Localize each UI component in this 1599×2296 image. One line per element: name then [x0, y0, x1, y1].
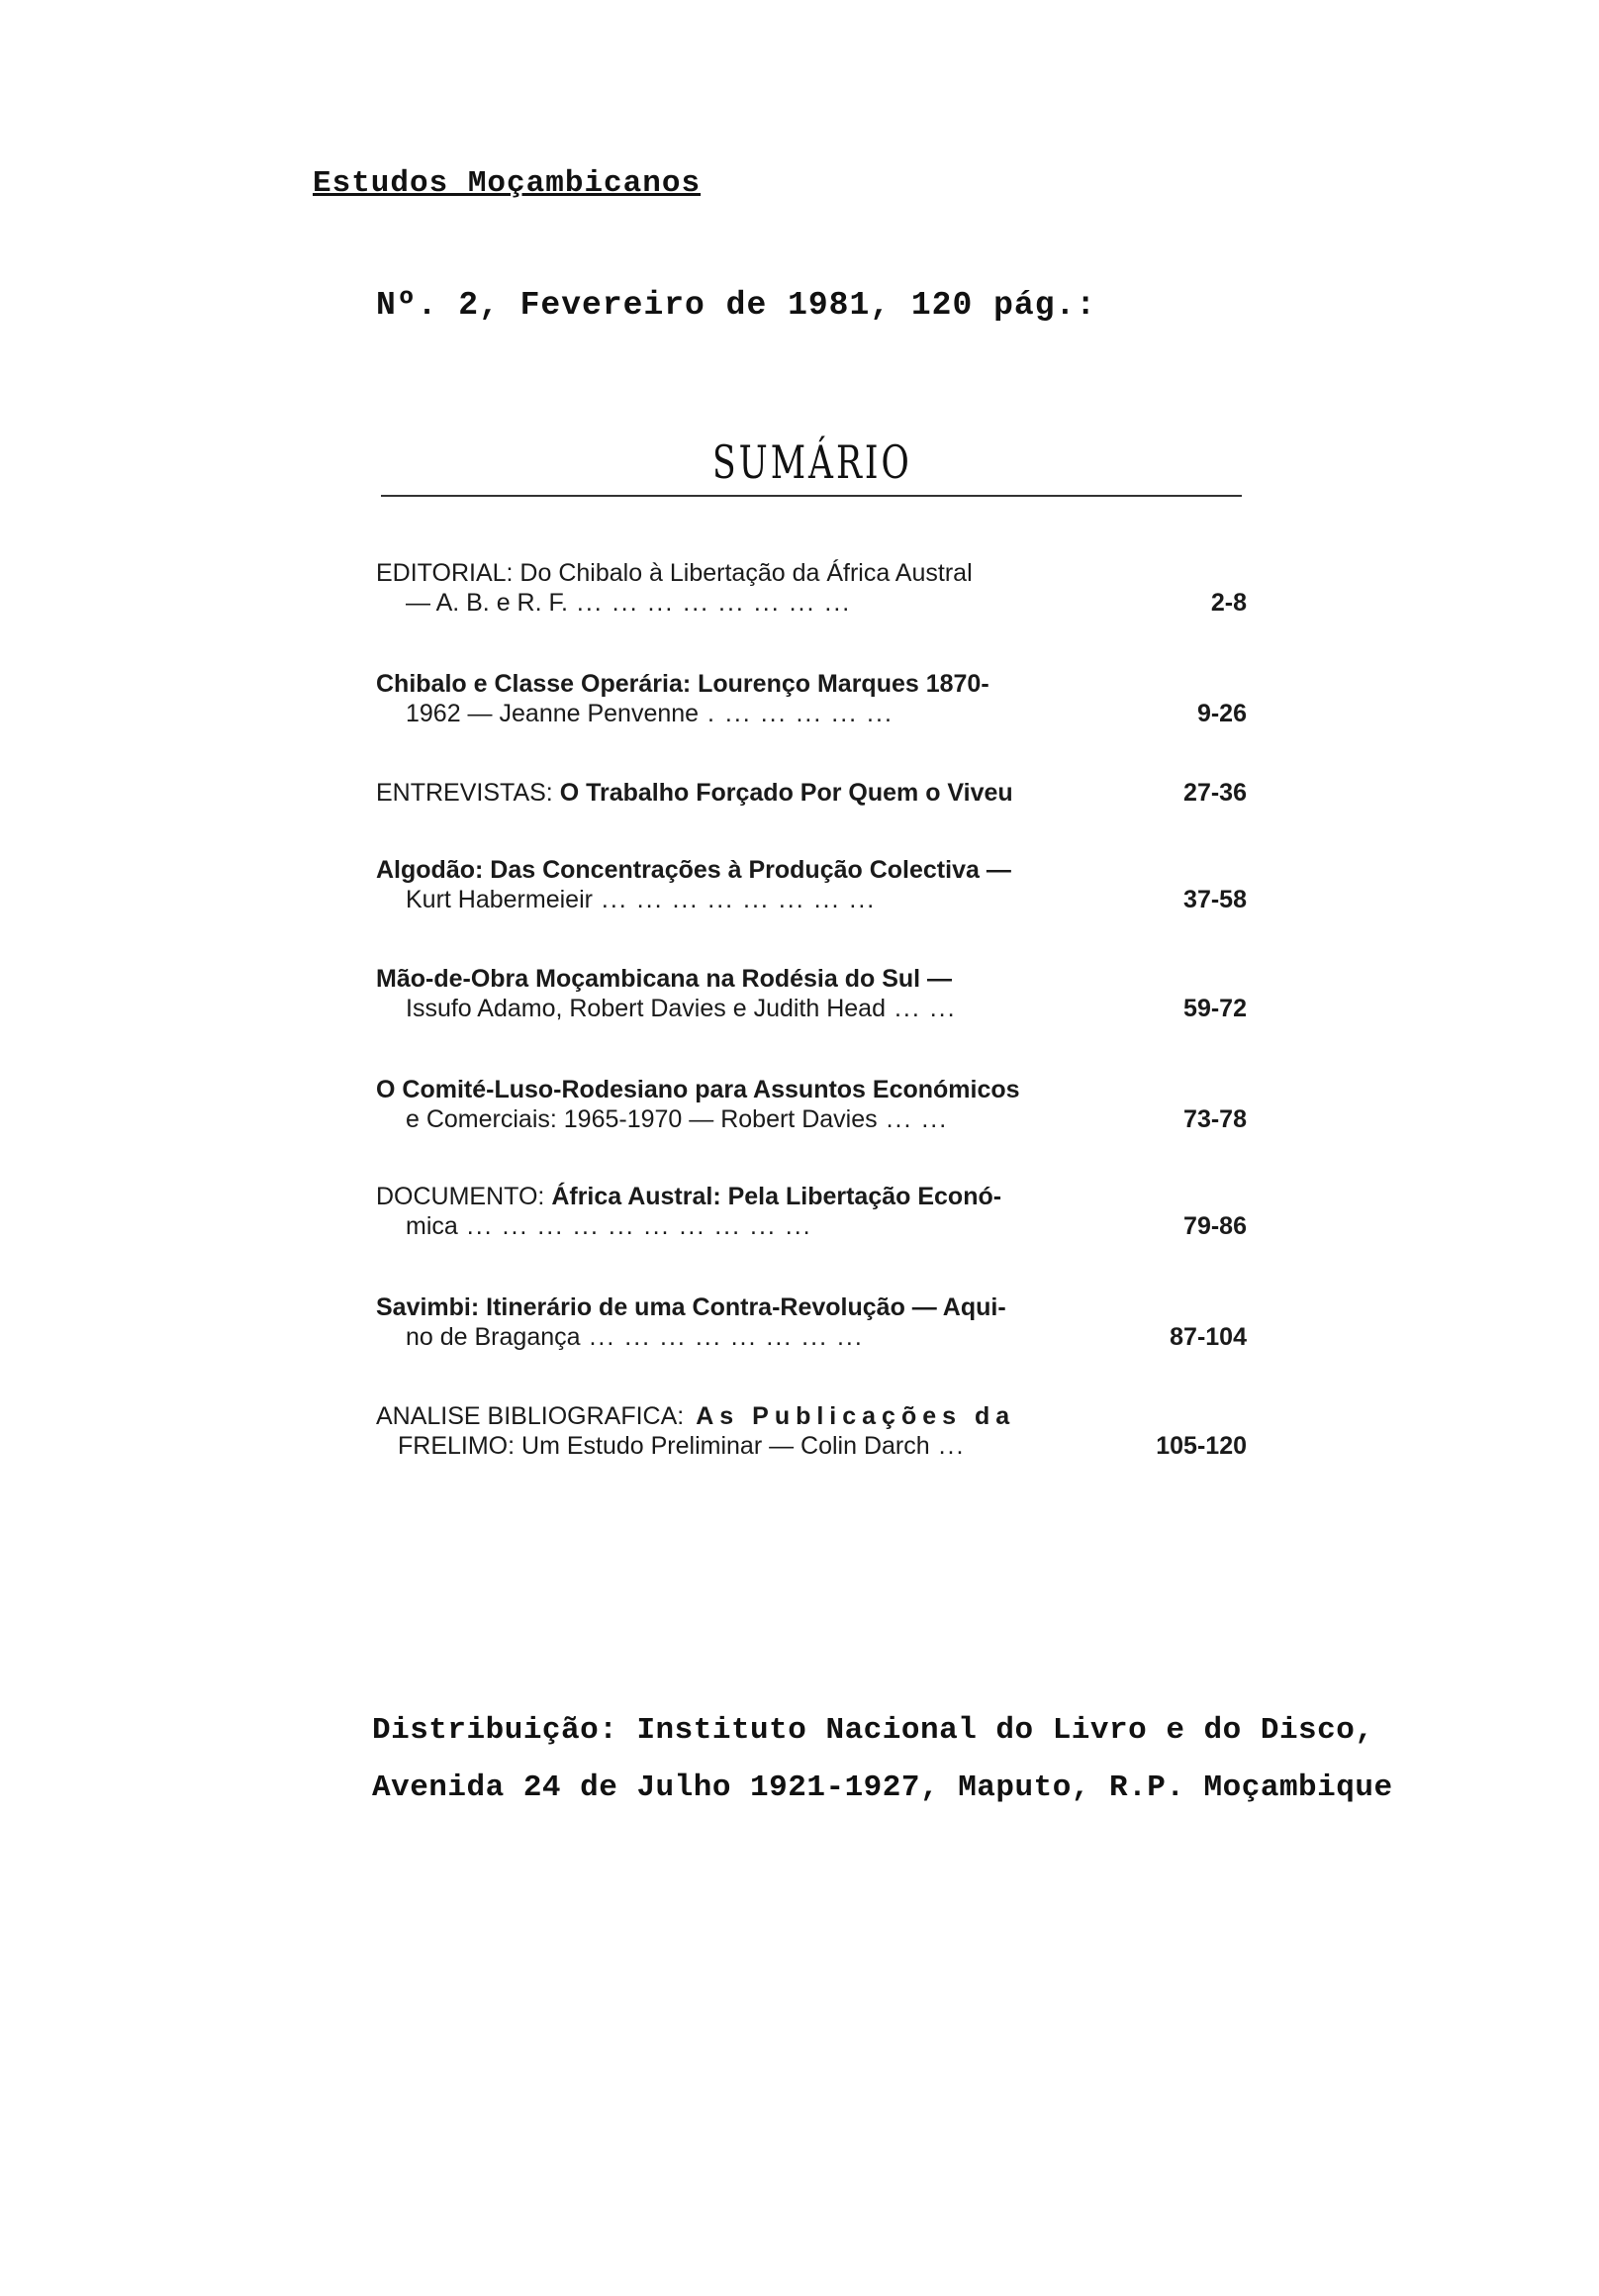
journal-title: Estudos Moçambicanos	[313, 166, 702, 201]
toc-entry-author: 1962 — Jeanne Penvenne	[406, 700, 700, 727]
toc-entry-author: FRELIMO: Um Estudo Preliminar — Colin Darch	[398, 1432, 930, 1460]
toc-entry-author: Kurt Habermeieir	[406, 886, 593, 913]
toc-entry-author: mica	[406, 1212, 458, 1240]
toc-entry-author: — A. B. e R. F.	[406, 589, 568, 617]
toc-entry-pages: 27-36	[1183, 779, 1247, 807]
toc-entry-mao-de-obra	[376, 965, 1247, 1034]
issue-line: Nº. 2, Fevereiro de 1981, 120 pág.:	[376, 287, 1097, 324]
toc-entry-pages: 59-72	[1183, 995, 1247, 1022]
toc-entry-lead: DOCUMENTO:	[376, 1183, 545, 1210]
toc-entry-pages: 87-104	[1170, 1323, 1247, 1351]
toc-entry-pages: 105-120	[1156, 1432, 1247, 1460]
toc-entry-author: Issufo Adamo, Robert Davies e Judith Head	[406, 995, 886, 1022]
toc-entry-title: Chibalo e Classe Operária: Lourenço Marques 1870-	[376, 670, 989, 698]
toc-entry-documento	[376, 1183, 1247, 1252]
toc-entry-title: Savimbi: Itinerário de uma Contra-Revolução — Aqui-	[376, 1293, 1006, 1321]
toc-entry-comite	[376, 1076, 1247, 1145]
toc-entry-title: África Austral: Pela Libertação Econó-	[544, 1183, 1002, 1210]
toc-entry-lead: ENTREVISTAS:	[376, 779, 553, 807]
toc-leader-dots: ...	[929, 1432, 966, 1460]
toc-leader-dots: ... ...	[877, 1105, 949, 1133]
toc-entry-savimbi	[376, 1293, 1247, 1363]
toc-entry-pages: 9-26	[1196, 700, 1247, 727]
toc-entry-analise	[376, 1402, 1247, 1472]
summary-title: SUMÁRIO	[712, 435, 912, 489]
toc-entry-lead: EDITORIAL:	[376, 559, 514, 587]
toc-entry-author: no de Bragança	[406, 1323, 581, 1351]
distribution-line-2: Avenida 24 de Julho 1921-1927, Maputo, R.P. Moçambique	[372, 1770, 1393, 1805]
title-divider	[381, 495, 1242, 497]
toc-entry-editorial	[376, 559, 1247, 628]
distribution-line-1: Distribuição: Instituto Nacional do Livro e do Disco,	[372, 1713, 1374, 1748]
toc-entry-lead: ANALISE BIBLIOGRAFICA:	[376, 1402, 685, 1430]
toc-leader-dots: ... ...	[886, 995, 957, 1022]
toc-entry-entrevistas	[376, 779, 1247, 848]
toc-leader-dots: ... ... ... ... ... ... ... ...	[580, 1323, 864, 1351]
toc-leader-dots: ... ... ... ... ... ... ... ...	[592, 886, 877, 913]
toc-entry-title: Mão-de-Obra Moçambicana na Rodésia do Sul —	[376, 965, 953, 993]
toc-entry-title: Do Chibalo à Libertação da África Austral	[513, 559, 973, 587]
toc-entry-author: e Comerciais: 1965-1970 — Robert Davies	[406, 1105, 878, 1133]
toc-leader-dots: ... ... ... ... ... ... ... ... ... ...	[457, 1212, 812, 1240]
toc-entry-pages: 2-8	[1210, 589, 1247, 617]
toc-entry-title: As Publicações da	[684, 1402, 1016, 1430]
toc-entry-algodao	[376, 856, 1247, 925]
toc-entry-title: O Trabalho Forçado Por Quem o Viveu	[552, 779, 1013, 807]
distribution-note	[372, 1702, 1393, 1817]
toc-entry-title: Algodão: Das Concentrações à Produção Colectiva —	[376, 856, 1011, 884]
toc-entry-pages: 79-86	[1183, 1212, 1247, 1240]
toc-entry-pages: 73-78	[1183, 1105, 1247, 1133]
toc-entry-pages: 37-58	[1183, 886, 1247, 913]
toc-leader-dots: ... ... ... ... ... ... ... ...	[567, 589, 852, 617]
toc-entry-title: O Comité-Luso-Rodesiano para Assuntos Económicos	[376, 1076, 1020, 1103]
toc-leader-dots: . ... ... ... ... ...	[699, 700, 894, 727]
toc-entry-chibalo	[376, 670, 1247, 739]
